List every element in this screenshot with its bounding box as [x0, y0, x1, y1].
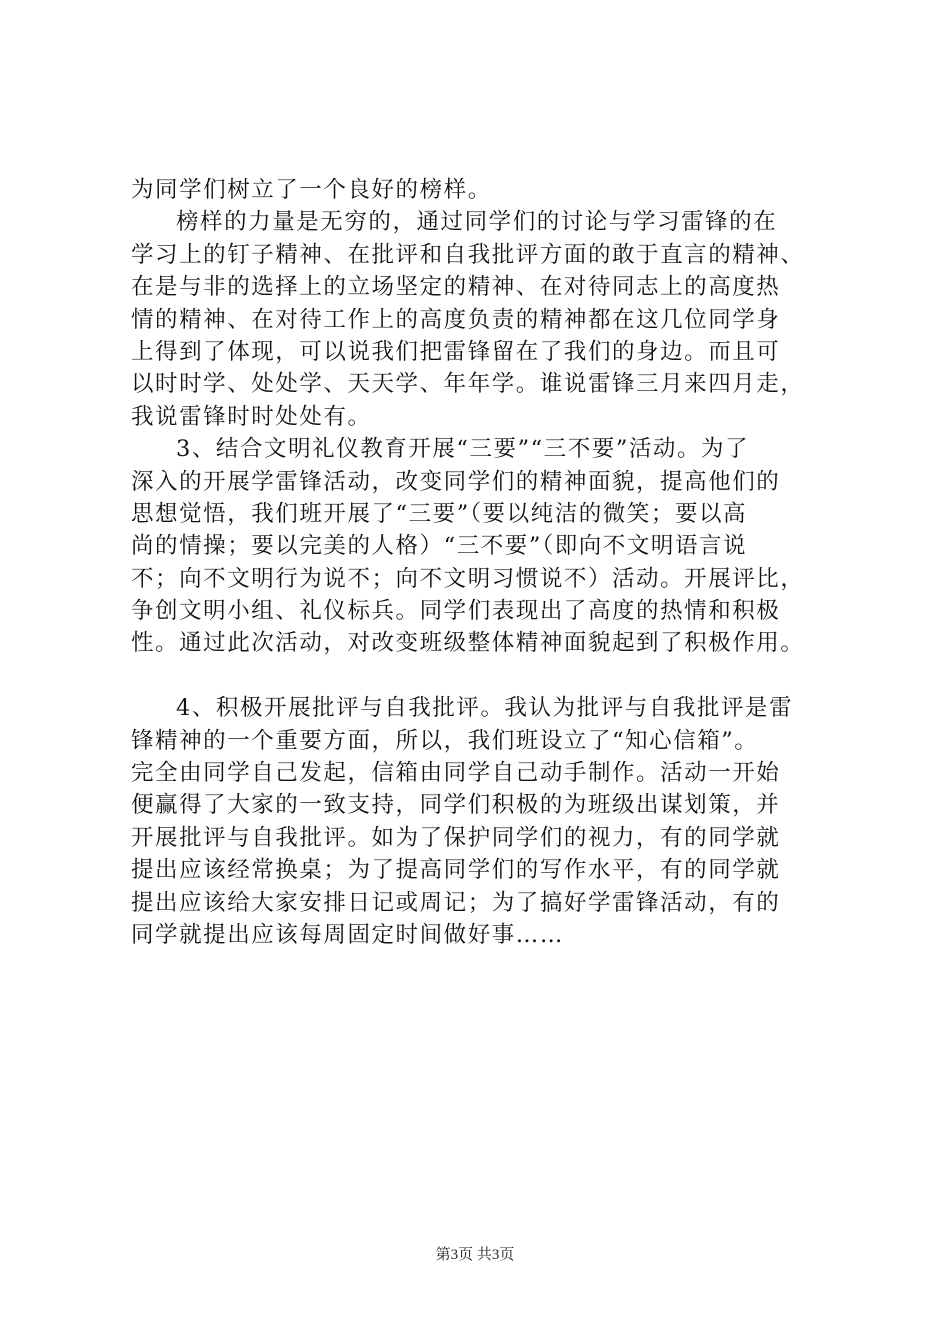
text-line: 性。通过此次活动，对改变班级整体精神面貌起到了积极作用。: [131, 630, 805, 657]
text-line: 我说雷锋时时处处有。: [131, 403, 372, 430]
page-footer: 第3页 共3页: [435, 1247, 515, 1263]
text-line: 思想觉悟，我们班开展了“三要”（要以纯洁的微笑；要以高: [131, 500, 748, 527]
text-line: 学习上的钉子精神、在批评和自我批评方面的敢于直言的精神、: [131, 241, 805, 268]
text-line: 争创文明小组、礼仪标兵。同学们表现出了高度的热情和积极: [131, 598, 781, 625]
paragraph-first-line: 榜样的力量是无穷的，通过同学们的讨论与学习雷锋的在: [176, 209, 778, 236]
text-line: 在是与非的选择上的立场坚定的精神、在对待同志上的高度热: [131, 274, 781, 301]
text-line: 为同学们树立了一个良好的榜样。: [131, 177, 492, 203]
paragraph-first-line: 4、积极开展批评与自我批评。我认为批评与自我批评是雷: [176, 695, 794, 722]
text-line: 同学就提出应该每周固定时间做好事……: [131, 921, 564, 948]
text-line: 深入的开展学雷锋活动，改变同学们的精神面貌，提高他们的: [131, 468, 781, 495]
document-body: [131, 174, 831, 951]
text-line: 提出应该经常换桌；为了提高同学们的写作水平，有的同学就: [131, 857, 781, 884]
text-line: 提出应该给大家安排日记或周记；为了搞好学雷锋活动，有的: [131, 889, 781, 916]
text-line: 便赢得了大家的一致支持，同学们积极的为班级出谋划策，并: [131, 792, 781, 819]
text-line: 以时时学、处处学、天天学、年年学。谁说雷锋三月来四月走，: [131, 371, 805, 398]
text-line: 尚的情操；要以完美的人格）“三不要”（即向不文明语言说: [131, 533, 748, 560]
text-line: 不；向不文明行为说不；向不文明习惯说不）活动。开展评比，: [131, 565, 805, 592]
text-line: 完全由同学自己发起，信箱由同学自己动手制作。活动一开始: [131, 760, 781, 787]
paragraph-spacer: [131, 660, 831, 692]
paragraph-first-line: 3、结合文明礼仪教育开展“三要”“三不要”活动。为了: [176, 436, 750, 463]
text-line: 锋精神的一个重要方面，所以，我们班设立了“知心信箱”。: [131, 727, 759, 754]
text-line: 开展批评与自我批评。如为了保护同学们的视力，有的同学就: [131, 824, 781, 851]
text-line: 上得到了体现，可以说我们把雷锋留在了我们的身边。而且可: [131, 338, 781, 365]
text-line: 情的精神、在对待工作上的高度负责的精神都在这几位同学身: [131, 306, 781, 333]
